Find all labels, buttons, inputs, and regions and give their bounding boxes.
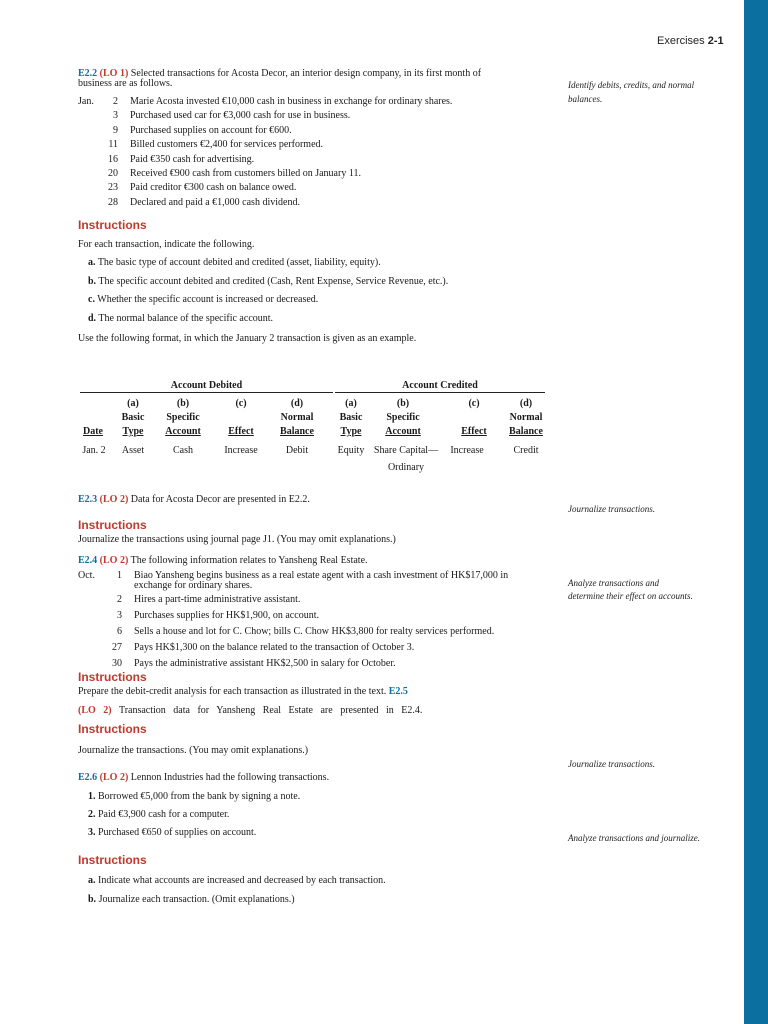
transaction-text: Hires a part-time administrative assistant. <box>134 594 301 605</box>
instructions-text: Journalize the transactions. (You may omit explanations.) <box>78 745 309 756</box>
instructions-text: Journalize the transactions using journal page J1. (You may omit explanations.) <box>78 534 396 545</box>
lo-tag: (LO 2) <box>78 705 112 716</box>
row-cell: Credit <box>513 445 539 456</box>
e25-side-note: Journalize transactions. <box>568 759 655 769</box>
transaction-text: exchange for ordinary shares. <box>134 580 253 591</box>
lo-tag: (LO 2) <box>99 494 129 505</box>
col-header: (d) Normal Balance <box>509 398 543 437</box>
day: 23 <box>108 182 118 194</box>
e24-side-note-1: Analyze transactions and <box>568 578 659 588</box>
numbered-item <box>88 827 300 845</box>
transaction-text: Received €900 cash from customers billed on January 11. <box>130 167 361 179</box>
e23-heading <box>78 494 310 506</box>
exercise-text: The following information relates to Yansheng Real Estate. <box>130 555 368 566</box>
item-text: The normal balance of the specific account. <box>98 312 274 324</box>
item-text: Whether the specific account is increased or decreased. <box>97 294 319 305</box>
exercise-ref: E2.3 <box>78 494 98 505</box>
exercise-text: Transaction data for Yansheng Real Estate are presented in E2.4. <box>118 705 423 716</box>
page-number: 2-1 <box>707 35 724 47</box>
group-header-credited: Account Credited <box>402 380 478 391</box>
e22-side-note-1: Identify debits, credits, and normal <box>568 80 695 90</box>
instructions-heading: Instructions <box>78 218 147 232</box>
transaction-text: Sells a house and lot for C. Chow; bills C. Chow HK$3,800 for realty services performed. <box>134 626 495 637</box>
instruction-item <box>88 875 386 894</box>
item-label: d. <box>88 312 97 324</box>
col-header: (a) Basic Type <box>339 398 363 437</box>
day: 3 <box>117 610 122 621</box>
item-text: Paid €3,900 cash for a computer. <box>98 809 230 820</box>
row-cell: Debit <box>285 445 309 456</box>
transaction-text: Purchased used car for €3,000 cash for use in business. <box>130 110 351 122</box>
exercise-ref: E2.2 <box>78 68 98 79</box>
col-header: (b) Specific Account <box>385 398 421 437</box>
e24-heading <box>78 555 368 567</box>
day: 6 <box>117 626 122 637</box>
day: 30 <box>112 658 122 669</box>
format-note: Use the following format, in which the January 2 transaction is given as an example. <box>78 333 417 344</box>
item-label: 3. <box>88 827 96 838</box>
row-cell: Cash <box>173 445 193 456</box>
transaction-row <box>78 594 508 610</box>
item-text: Purchased €650 of supplies on account. <box>98 827 257 838</box>
item-label: b. <box>88 894 97 905</box>
e26-item-list <box>88 791 300 845</box>
row-cell: Equity <box>337 445 365 456</box>
transaction-text: Pays HK$1,300 on the balance related to the transaction of October 3. <box>134 642 415 653</box>
transaction-text: Biao Yansheng begins business as a real estate agent with a cash investment of HK$17,000 in <box>134 570 509 581</box>
item-label: 2. <box>88 809 96 820</box>
day: 11 <box>108 139 118 151</box>
instructions-text: Prepare the debit-credit analysis for each transaction as illustrated in the text. <box>78 686 387 697</box>
instructions-intro: For each transaction, indicate the following. <box>78 239 255 250</box>
day: 9 <box>113 124 118 136</box>
row-cell: Asset <box>121 445 145 456</box>
e24-transaction-list <box>78 570 508 674</box>
item-label: a. <box>88 875 96 886</box>
col-header: (d) Normal Balance <box>280 398 314 437</box>
transaction-row-cont <box>78 580 508 594</box>
e22-intro-line2: business are as follows. <box>78 78 173 89</box>
lo-tag: (LO 2) <box>99 772 129 783</box>
exercise-ref: E2.6 <box>78 772 98 783</box>
group-header-debited: Account Debited <box>170 380 243 391</box>
transaction-text: Paid creditor €300 cash on balance owed. <box>130 182 297 194</box>
day: 27 <box>112 642 122 653</box>
group-rule-debited <box>80 392 333 393</box>
transaction-text: Paid €350 cash for advertising. <box>130 153 255 165</box>
day: 28 <box>108 196 118 208</box>
transaction-row <box>78 642 508 658</box>
row-cell-line2: Ordinary <box>387 462 425 473</box>
item-text: Journalize each transaction. (Omit explanations.) <box>98 894 295 905</box>
exercise-ref: E2.5 <box>388 686 408 697</box>
month-label: Oct. <box>78 570 95 581</box>
numbered-item <box>88 791 300 809</box>
e22-side-note-2: balances. <box>568 94 603 104</box>
item-text: Indicate what accounts are increased and decreased by each transaction. <box>98 875 386 886</box>
transaction-row <box>78 610 508 626</box>
day: 2 <box>117 594 122 605</box>
day: 16 <box>108 153 118 165</box>
e26-instruction-list <box>88 875 386 913</box>
transaction-row <box>78 626 508 642</box>
group-rule-credited <box>335 392 545 393</box>
intro-text: Selected transactions for Acosta Decor, an interior design company, in its first month of <box>130 68 482 79</box>
row-cell: Share Capital— <box>373 445 439 456</box>
e24-instructions-line <box>78 686 408 698</box>
lo-tag: (LO 1) <box>99 68 129 79</box>
row-cell: Increase <box>450 445 484 456</box>
transaction-text: Billed customers €2,400 for services performed. <box>130 139 324 151</box>
item-text: Borrowed €5,000 from the bank by signing a note. <box>98 791 301 802</box>
day: 20 <box>108 167 118 179</box>
item-text: The basic type of account debited and credited (asset, liability, equity). <box>97 257 381 268</box>
e25-heading <box>78 705 422 717</box>
transaction-text: Marie Acosta invested €10,000 cash in business in exchange for ordinary shares. <box>130 96 453 107</box>
exercise-text: Lennon Industries had the following transactions. <box>130 772 330 783</box>
instruction-item <box>88 894 386 913</box>
exercise-ref: E2.4 <box>78 555 98 566</box>
instructions-heading: Instructions <box>78 670 147 684</box>
day: 2 <box>113 96 118 107</box>
day: 3 <box>113 110 118 122</box>
month-label: Jan. <box>78 96 94 107</box>
e26-side-note: Analyze transactions and journalize. <box>568 833 700 843</box>
item-label: c. <box>88 294 95 305</box>
item-label: b. <box>88 275 97 287</box>
instructions-heading: Instructions <box>78 853 147 867</box>
lo-tag: (LO 2) <box>99 555 129 566</box>
col-header: (b) Specific Account <box>165 398 201 437</box>
transaction-row <box>78 570 508 580</box>
col-header-date: Date <box>83 426 103 437</box>
instructions-heading: Instructions <box>78 518 147 532</box>
e23-side-note: Journalize transactions. <box>568 504 655 514</box>
e26-heading <box>78 772 329 784</box>
item-label: 1. <box>88 791 96 802</box>
transaction-text: Declared and paid a €1,000 cash dividend. <box>130 196 300 208</box>
day: 1 <box>117 570 122 581</box>
row-cell: Increase <box>224 445 258 456</box>
exercise-text: Data for Acosta Decor are presented in E2.2. <box>130 494 310 505</box>
item-label: a. <box>88 257 96 268</box>
item-text: The specific account debited and credited (Cash, Rent Expense, Service Revenue, etc.). <box>98 275 449 287</box>
numbered-item <box>88 809 300 827</box>
col-header: (c) Effect <box>461 398 487 437</box>
transaction-text: Purchased supplies on account for €600. <box>130 124 292 136</box>
page-header-title: Exercises <box>657 35 705 47</box>
transaction-text: Purchases supplies for HK$1,900, on account. <box>134 610 319 621</box>
col-header: (c) Effect <box>228 398 254 437</box>
e24-side-note-2: determine their effect on accounts. <box>568 591 693 601</box>
transaction-text: Pays the administrative assistant HK$2,500 in salary for October. <box>134 658 396 669</box>
instructions-heading: Instructions <box>78 722 147 736</box>
row-date: Jan. 2 <box>82 445 106 456</box>
col-header: (a) Basic Type <box>121 398 145 437</box>
